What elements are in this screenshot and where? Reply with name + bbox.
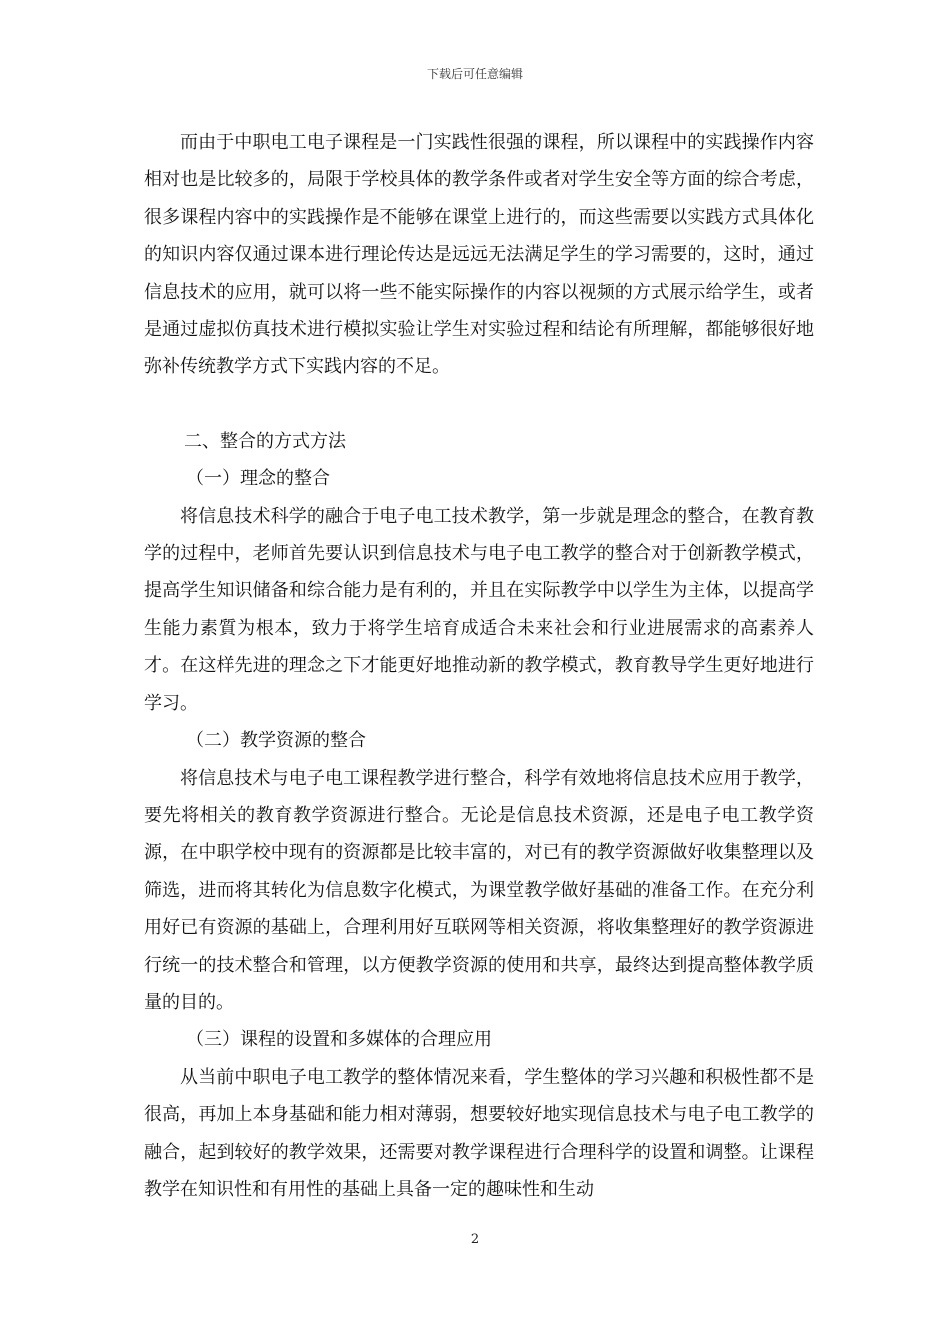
page-header: 下载后可任意编辑 [426, 67, 523, 81]
subheading-course-multimedia: （三）课程的设置和多媒体的合理应用 [186, 1029, 492, 1051]
document-body [144, 124, 814, 1208]
subheading-concept-integration: （一）理念的整合 [186, 468, 330, 490]
paragraph-gap [144, 386, 814, 423]
subheading-resource-integration: （二）教学资源的整合 [186, 730, 366, 752]
paragraph-course-multimedia: 从当前中职电子电工教学的整体情况来看，学生整体的学习兴趣和积极性都不是很高，再加上本身基础和能力相对薄弱，想要较好地实现信息技术与电子电工教学的融合，起到较好的教学效果，还需要对教学课程进行合理科学的设置和调整。让课程教学在知识性和有用性的基础上具备一定的趣味性和生动 [144, 1066, 814, 1200]
page-number: 2 [470, 1232, 480, 1247]
paragraph-resource-integration: 将信息技术与电子电工课程教学进行整合，科学有效地将信息技术应用于教学，要先将相关的教育教学资源进行整合。无论是信息技术资源，还是电子电工教学资源，在中职学校中现有的资源都是比较丰富的，对已有的教学资源做好收集整理以及筛选，进而将其转化为信息数字化模式，为课堂教学做好基础的准备工作。在充分利用好已有资源的基础上，合理利用好互联网等相关资源，将收集整理好的教学资源进行统一的技术整合和管理，以方便教学资源的使用和共享，最终达到提高整体教学质量的目的。 [144, 767, 814, 1013]
paragraph-practice-content: 而由于中职电工电子课程是一门实践性很强的课程，所以课程中的实践操作内容相对也是比较多的，局限于学校具体的教学条件或者对学生安全等方面的综合考虑，很多课程内容中的实践操作是不能够在课堂上进行的，而这些需要以实践方式具体化的知识内容仅通过课本进行理论传达是远远无法满足学生的学习需要的，这时，通过信息技术的应用，就可以将一些不能实际操作的内容以视频的方式展示给学生，或者是通过虚拟仿真技术进行模拟实验让学生对实验过程和结论有所理解，都能够很好地弥补传统教学方式下实践内容的不足。 [144, 132, 814, 378]
paragraph-concept-integration: 将信息技术科学的融合于电子电工技术教学，第一步就是理念的整合，在教育教学的过程中，老师首先要认识到信息技术与电子电工教学的整合对于创新教学模式，提高学生知识储备和综合能力是有利的，并且在实际教学中以学生为主体，以提高学生能力素質为根本，致力于将学生培育成适合未来社会和行业进展需求的高素养人才。在这样先进的理念之下才能更好地推动新的教学模式，教育教导学生更好地进行学习。 [144, 505, 814, 714]
section-heading: 二、整合的方式方法 [184, 430, 346, 452]
